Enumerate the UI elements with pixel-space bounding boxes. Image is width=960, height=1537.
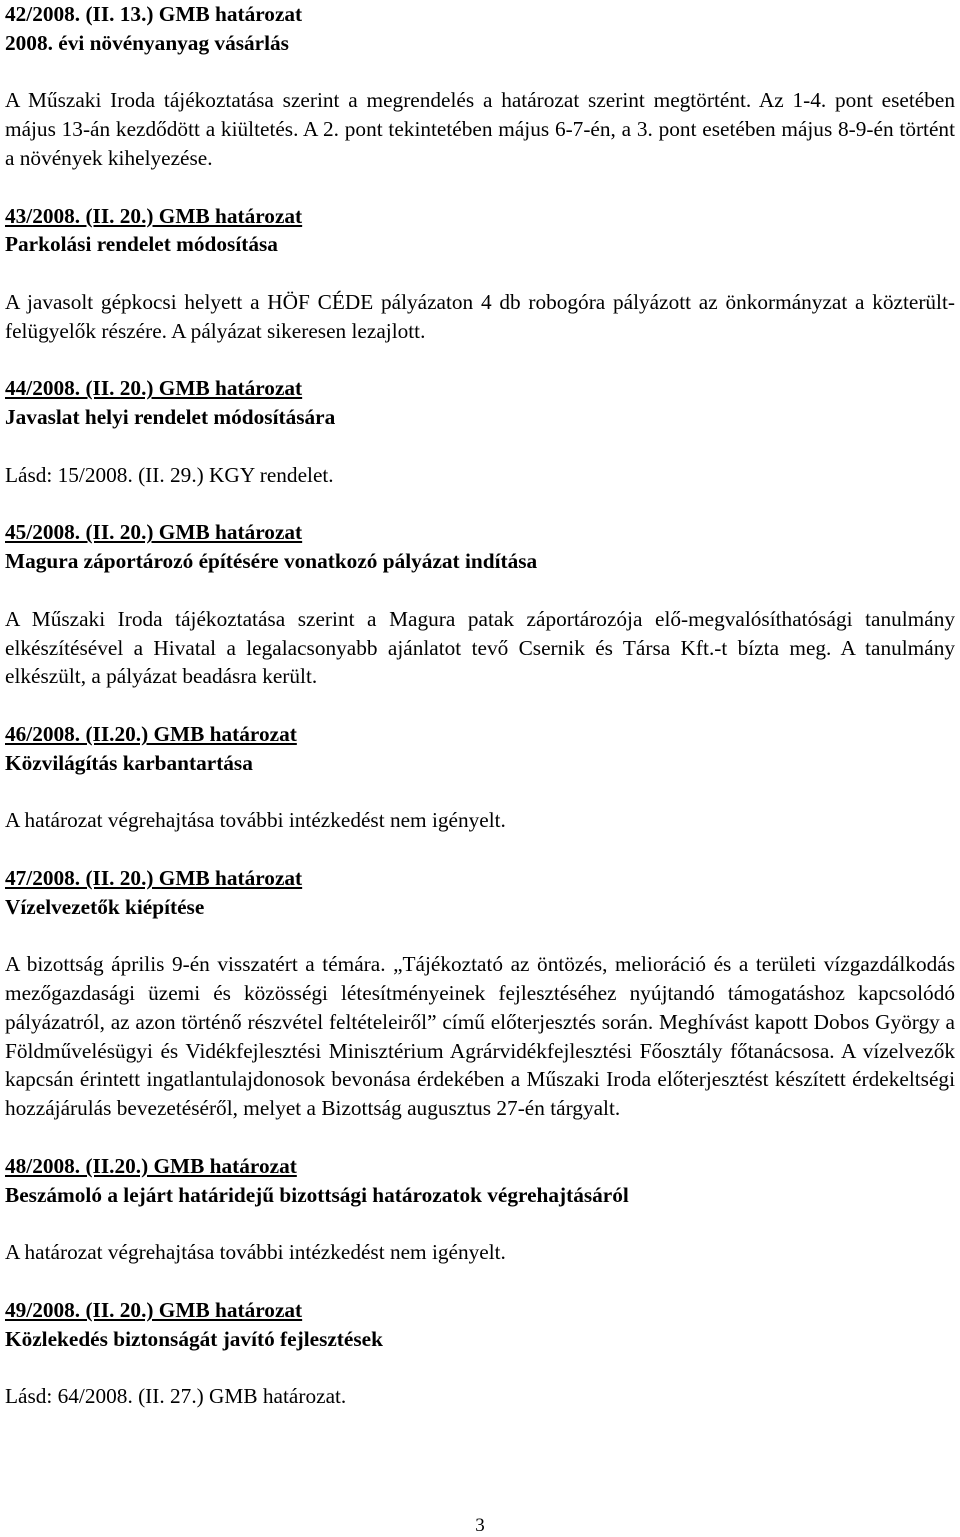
resolution-id: 49/2008. (II. 20.) GMB határozat <box>5 1297 303 1322</box>
resolution-id: 46/2008. (II.20.) GMB határozat <box>5 721 297 746</box>
document-page <box>5 0 955 1411</box>
resolution-title: 2008. évi növényanyag vásárlás <box>5 30 289 55</box>
resolution-title: Javaslat helyi rendelet módosítására <box>5 405 336 430</box>
resolution-body: A határozat végrehajtása további intézkedést nem igényelt. <box>5 808 506 833</box>
resolution-section <box>5 0 955 173</box>
resolution-title: Közvilágítás karbantartása <box>5 750 253 775</box>
resolution-id: 42/2008. (II. 13.) GMB határozat <box>5 2 303 26</box>
resolution-section <box>5 1152 955 1267</box>
resolution-title: Vízelvezetők kiépítése <box>5 894 205 919</box>
resolution-body: A Műszaki Iroda tájékoztatása szerint a megrendelés a határozat szerint megtörtént. Az 1-4. pont esetében május 13-án kezdődött a kiültetés. A 2. pont tekintetében május 6-7-én, a 3. pont esetében május 8-9-én történt a növények kihelyezése. <box>5 88 955 170</box>
resolution-body: A javasolt gépkocsi helyett a HÖF CÉDE pályázaton 4 db robogóra pályázott az önkormányzat a közterült-felügyelők részére. A pályázat sikeresen lezajlott. <box>5 289 955 343</box>
resolution-title: Beszámoló a lejárt határidejű bizottsági határozatok végrehajtásáról <box>5 1182 629 1207</box>
resolution-body: Lásd: 64/2008. (II. 27.) GMB határozat. <box>5 1384 347 1409</box>
resolution-body: Lásd: 15/2008. (II. 29.) KGY rendelet. <box>5 462 334 487</box>
resolution-section <box>5 202 955 346</box>
resolution-body: A Műszaki Iroda tájékoztatása szerint a Magura patak záportározója elő-megvalósíthatósági tanulmány elkészítésével a Hivatal a legalacsonyabb ajánlatot tevő Csernik és Társa Kft.-t bízta meg. A tanulmány elkészült, a pályázat beadásra került. <box>5 606 955 689</box>
resolution-id: 48/2008. (II.20.) GMB határozat <box>5 1153 297 1178</box>
page-number: 3 <box>475 1515 485 1536</box>
resolution-section <box>5 518 955 691</box>
resolution-title: Parkolási rendelet módosítása <box>5 232 278 257</box>
resolution-section <box>5 1296 955 1411</box>
resolution-body: A határozat végrehajtása további intézkedést nem igényelt. <box>5 1240 506 1265</box>
resolution-id: 47/2008. (II. 20.) GMB határozat <box>5 865 303 890</box>
resolution-id: 45/2008. (II. 20.) GMB határozat <box>5 520 303 545</box>
resolution-section <box>5 720 955 835</box>
resolution-body: A bizottság április 9-én visszatért a témára. „Tájékoztató az öntözés, melioráció és a területi vízgazdálkodás mezőgazdasági üzemi és közösségi létesítményeinek fejlesztéséhez nyújtandó támogatáshoz kapcsolódó pályázatról, az azon történő részvétel feltételeiről” című előterjesztés során. Meghívást kapott Dobos György a Földművelésügyi és Vidékfejlesztési Minisztérium Agrárvidékfejlesztési Főosztály főtanácsosa. A vízelvezők kapcsán érintett ingatlantulajdonosok bevonása érdekében a Műszaki Iroda előterjesztést készített érdekeltségi hozzájárulás bevezetéséről, melyet a Bizottság augusztus 27-én tárgyalt. <box>5 952 955 1121</box>
resolution-id: 43/2008. (II. 20.) GMB határozat <box>5 203 303 228</box>
resolution-title: Magura záportározó építésére vonatkozó pályázat indítása <box>5 549 538 574</box>
resolution-title: Közlekedés biztonságát javító fejlesztések <box>5 1326 383 1351</box>
resolution-id: 44/2008. (II. 20.) GMB határozat <box>5 376 303 401</box>
resolution-section <box>5 864 955 1123</box>
resolution-section <box>5 374 955 489</box>
